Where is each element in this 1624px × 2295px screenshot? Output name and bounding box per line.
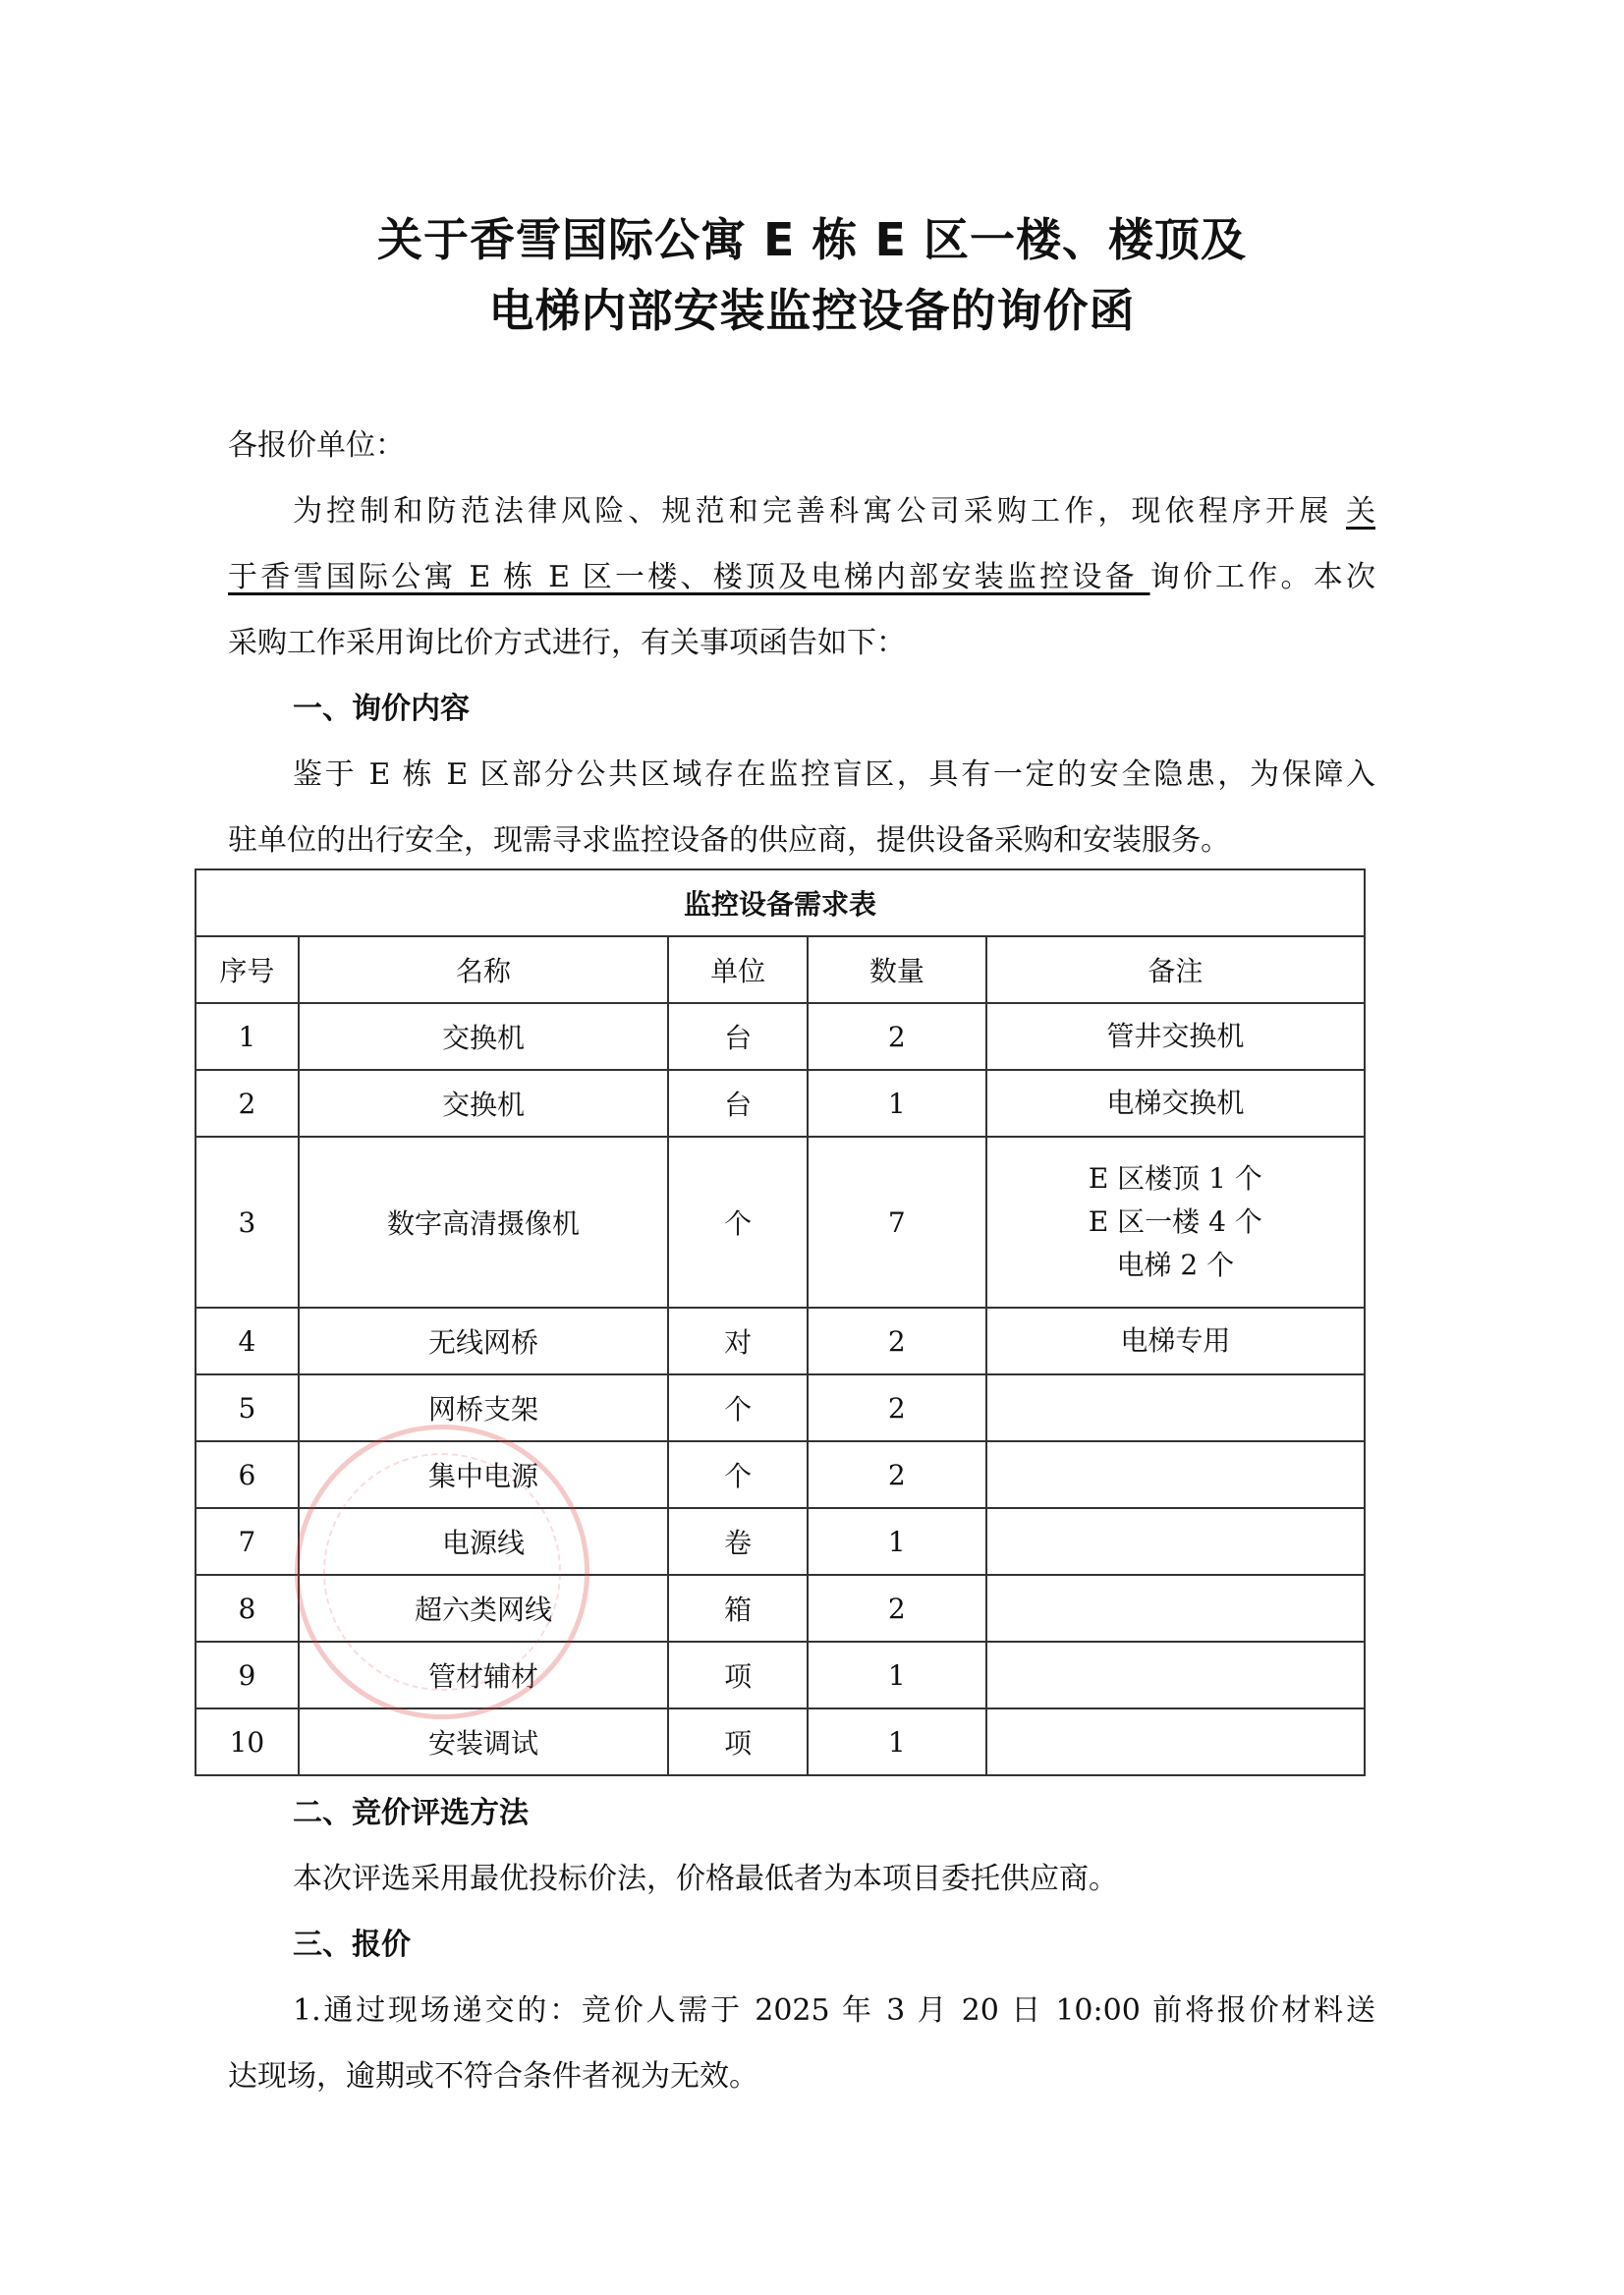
row-unit: 个: [668, 1374, 808, 1441]
row-qty: 2: [808, 1003, 986, 1070]
row-unit: 对: [668, 1308, 808, 1374]
title-line-1: 关于香雪国际公寓 E 栋 E 区一楼、楼顶及: [377, 213, 1247, 266]
row-note: 电梯交换机: [986, 1070, 1365, 1137]
row-name: 管材辅材: [299, 1642, 668, 1708]
table-row: [196, 1308, 1365, 1374]
row-qty: 2: [808, 1575, 986, 1642]
row-no: 1: [196, 1003, 299, 1070]
row-no: 4: [196, 1308, 299, 1374]
intro-line-3: 采购工作采用询比价方式进行，有关事项函告如下：: [228, 626, 906, 660]
row-qty: 1: [808, 1642, 986, 1708]
salutation: 各报价单位：: [228, 428, 405, 463]
row-no: 5: [196, 1374, 299, 1441]
table-row: [196, 1708, 1365, 1775]
header-name: 名称: [299, 936, 668, 1003]
section-1-line-1: 鉴于 E 栋 E 区部分公共区域存在监控盲区，具有一定的安全隐患，为保障入: [293, 757, 1375, 792]
section-1-heading: 一、询价内容: [293, 692, 470, 726]
section-3-line-2: 达现场，逾期或不符合条件者视为无效。: [228, 2059, 758, 2094]
row-unit: 箱: [668, 1575, 808, 1642]
row-no: 9: [196, 1642, 299, 1708]
section-3-line-1: 1.通过现场递交的：竞价人需于 2025 年 3 月 20 日 10:00 前将报价材料送: [293, 1993, 1375, 2028]
note-line: E 区一楼 4 个: [1088, 1205, 1262, 1238]
row-name: 集中电源: [299, 1441, 668, 1508]
row-no: 2: [196, 1070, 299, 1137]
table-row: [196, 1575, 1365, 1642]
header-qty: 数量: [808, 936, 986, 1003]
table-row: [196, 1137, 1365, 1308]
row-no: 3: [196, 1137, 299, 1308]
table-row: [196, 1642, 1365, 1708]
table-row: [196, 1374, 1365, 1441]
header-unit: 单位: [668, 936, 808, 1003]
row-name: 交换机: [299, 1003, 668, 1070]
row-qty: 1: [808, 1070, 986, 1137]
row-note: [986, 1708, 1365, 1775]
table-row: [196, 1070, 1365, 1137]
row-qty: 1: [808, 1708, 986, 1775]
row-note: 管井交换机: [986, 1003, 1365, 1070]
table-row: [196, 1441, 1365, 1508]
section-3-heading: 三、报价: [293, 1928, 411, 1962]
row-qty: 2: [808, 1308, 986, 1374]
row-qty: 1: [808, 1508, 986, 1575]
row-note: [986, 1374, 1365, 1441]
row-unit: 卷: [668, 1508, 808, 1575]
row-name: 数字高清摄像机: [299, 1137, 668, 1308]
row-note: [986, 1508, 1365, 1575]
table-caption: 监控设备需求表: [196, 869, 1365, 936]
row-no: 10: [196, 1708, 299, 1775]
note-line: E 区楼顶 1 个: [1088, 1162, 1262, 1195]
row-note: 电梯专用: [986, 1308, 1365, 1374]
row-unit: 个: [668, 1441, 808, 1508]
table-row: [196, 1508, 1365, 1575]
row-unit: 台: [668, 1003, 808, 1070]
row-name: 安装调试: [299, 1708, 668, 1775]
row-name: 超六类网线: [299, 1575, 668, 1642]
row-qty: 7: [808, 1137, 986, 1308]
note-line: 电梯 2 个: [1116, 1249, 1235, 1281]
row-unit: 个: [668, 1137, 808, 1308]
row-note: [986, 1137, 1365, 1308]
row-no: 8: [196, 1575, 299, 1642]
row-no: 7: [196, 1508, 299, 1575]
row-unit: 台: [668, 1070, 808, 1137]
table-row: [196, 1003, 1365, 1070]
row-unit: 项: [668, 1708, 808, 1775]
section-1-line-2: 驻单位的出行安全，现需寻求监控设备的供应商，提供设备采购和安装服务。: [228, 823, 1230, 858]
header-no: 序号: [196, 936, 299, 1003]
row-qty: 2: [808, 1441, 986, 1508]
table-header-row: [196, 936, 1365, 1003]
title-line-2: 电梯内部安装监控设备的询价函: [488, 284, 1136, 337]
intro-line-2: 于香雪国际公寓 E 栋 E 区一楼、楼顶及电梯内部安装监控设备 询价工作。本次: [228, 560, 1375, 594]
row-note: [986, 1642, 1365, 1708]
section-2-line-1: 本次评选采用最优投标价法，价格最低者为本项目委托供应商。: [293, 1862, 1118, 1896]
row-name: 电源线: [299, 1508, 668, 1575]
row-qty: 2: [808, 1374, 986, 1441]
row-note: [986, 1575, 1365, 1642]
requirements-table: [195, 868, 1366, 1776]
row-note: [986, 1441, 1365, 1508]
document-title: [0, 204, 1624, 346]
row-no: 6: [196, 1441, 299, 1508]
row-name: 交换机: [299, 1070, 668, 1137]
row-name: 无线网桥: [299, 1308, 668, 1374]
header-note: 备注: [986, 936, 1365, 1003]
section-2-heading: 二、竞价评选方法: [293, 1796, 529, 1830]
row-name: 网桥支架: [299, 1374, 668, 1441]
intro-line-1: 为控制和防范法律风险、规范和完善科寓公司采购工作，现依程序开展 关: [293, 494, 1375, 529]
row-unit: 项: [668, 1642, 808, 1708]
